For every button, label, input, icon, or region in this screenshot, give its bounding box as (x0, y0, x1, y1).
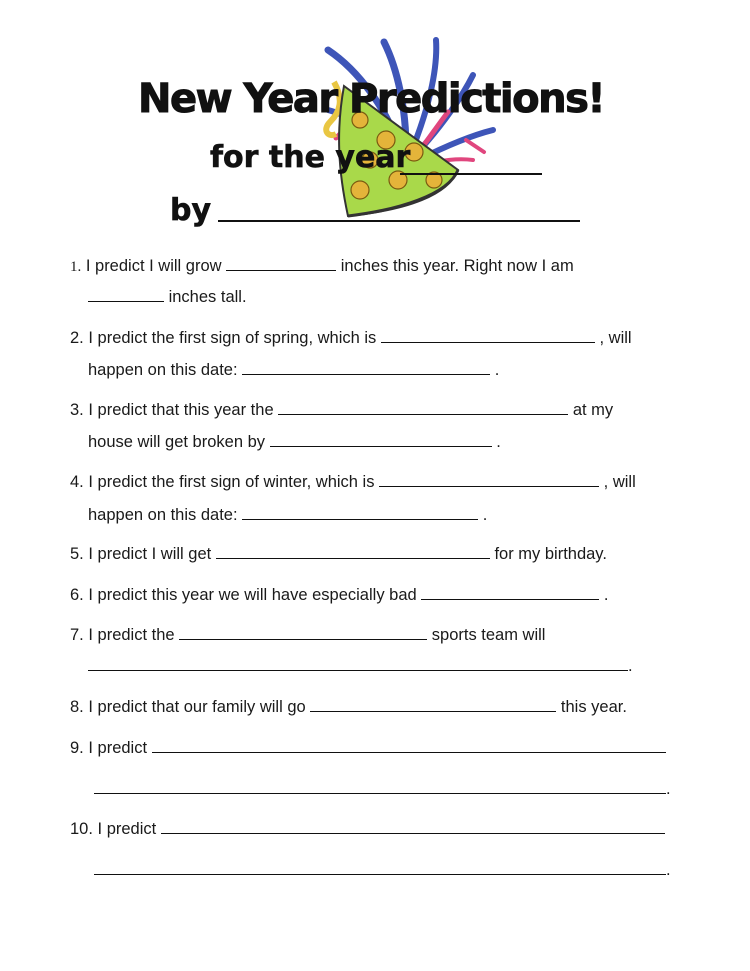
question-text: , will (599, 329, 632, 347)
question-text: at my (572, 401, 614, 419)
answer-blank[interactable] (421, 585, 599, 600)
answer-blank[interactable] (226, 256, 336, 271)
question-text: , will (603, 473, 636, 491)
question-text: I predict that our family will go (88, 698, 306, 716)
question-text: I predict the (88, 626, 175, 644)
question-7-line-2 (88, 656, 633, 676)
question-6 (70, 585, 608, 605)
answer-blank[interactable] (278, 400, 568, 415)
question-text: sports team will (431, 626, 546, 644)
question-number: 1. (70, 259, 82, 275)
question-text: I predict that this year the (88, 401, 274, 419)
question-text: . (482, 506, 488, 524)
answer-blank[interactable] (88, 287, 164, 302)
question-text: I predict this year we will have especially bad (88, 586, 417, 604)
question-3-line-2 (88, 432, 501, 452)
question-10-line-2 (94, 860, 671, 880)
question-text: I predict (88, 739, 148, 757)
page-title: New Year Predictions! (138, 76, 605, 122)
question-text: . (496, 433, 501, 451)
answer-blank[interactable] (152, 738, 666, 753)
answer-blank[interactable] (270, 432, 492, 447)
question-number: 3. (70, 401, 84, 419)
question-number: 6. (70, 586, 84, 604)
answer-blank[interactable] (381, 328, 595, 343)
question-number: 5. (70, 545, 84, 563)
by-label: by (170, 193, 212, 228)
year-label: for the year (210, 140, 411, 175)
question-text: I predict the first sign of winter, which is (88, 473, 375, 491)
answer-blank[interactable] (88, 656, 628, 671)
question-text: I predict I will get (88, 545, 212, 563)
question-4-line-2 (88, 505, 487, 525)
question-text: this year. (560, 698, 627, 716)
question-text: inches tall. (168, 288, 247, 306)
question-text: . (666, 861, 671, 879)
answer-blank[interactable] (310, 697, 556, 712)
question-text: I predict I will grow (85, 257, 222, 275)
answer-blank[interactable] (242, 505, 478, 520)
question-text: for my birthday. (494, 545, 607, 563)
question-text: happen on this date: (88, 361, 238, 379)
question-2-line-2 (88, 360, 499, 380)
question-4-line-1 (70, 472, 636, 492)
answer-blank[interactable] (161, 819, 665, 834)
question-8 (70, 697, 627, 717)
answer-blank[interactable] (242, 360, 490, 375)
answer-blank[interactable] (216, 544, 490, 559)
question-text: I predict the first sign of spring, which is (88, 329, 377, 347)
year-blank[interactable] (400, 173, 542, 175)
question-text: . (628, 657, 633, 675)
question-number: 10. (70, 820, 93, 838)
question-5 (70, 544, 607, 564)
question-text: I predict (97, 820, 157, 838)
question-2-line-1 (70, 328, 632, 348)
question-text: . (494, 361, 500, 379)
firework-ray (466, 140, 484, 152)
question-number: 9. (70, 739, 84, 757)
question-text: house will get broken by (88, 433, 266, 451)
question-7-line-1 (70, 625, 545, 645)
question-number: 2. (70, 329, 84, 347)
answer-blank[interactable] (94, 860, 666, 875)
question-10-line-1 (70, 819, 665, 839)
answer-blank[interactable] (179, 625, 427, 640)
question-9-line-1 (70, 738, 666, 758)
question-3-line-1 (70, 400, 613, 420)
answer-blank[interactable] (94, 779, 666, 794)
question-number: 4. (70, 473, 84, 491)
question-9-line-2 (94, 779, 671, 799)
question-1-line-2 (88, 287, 247, 307)
question-text: happen on this date: (88, 506, 238, 524)
answer-blank[interactable] (379, 472, 599, 487)
question-number: 7. (70, 626, 84, 644)
question-text: . (603, 586, 609, 604)
question-text: . (666, 780, 671, 798)
question-1-line-1 (70, 256, 574, 276)
question-text: inches this year. Right now I am (340, 257, 574, 275)
party-hat-fireworks-illustration (288, 30, 508, 235)
question-number: 8. (70, 698, 84, 716)
name-blank[interactable] (218, 220, 580, 222)
